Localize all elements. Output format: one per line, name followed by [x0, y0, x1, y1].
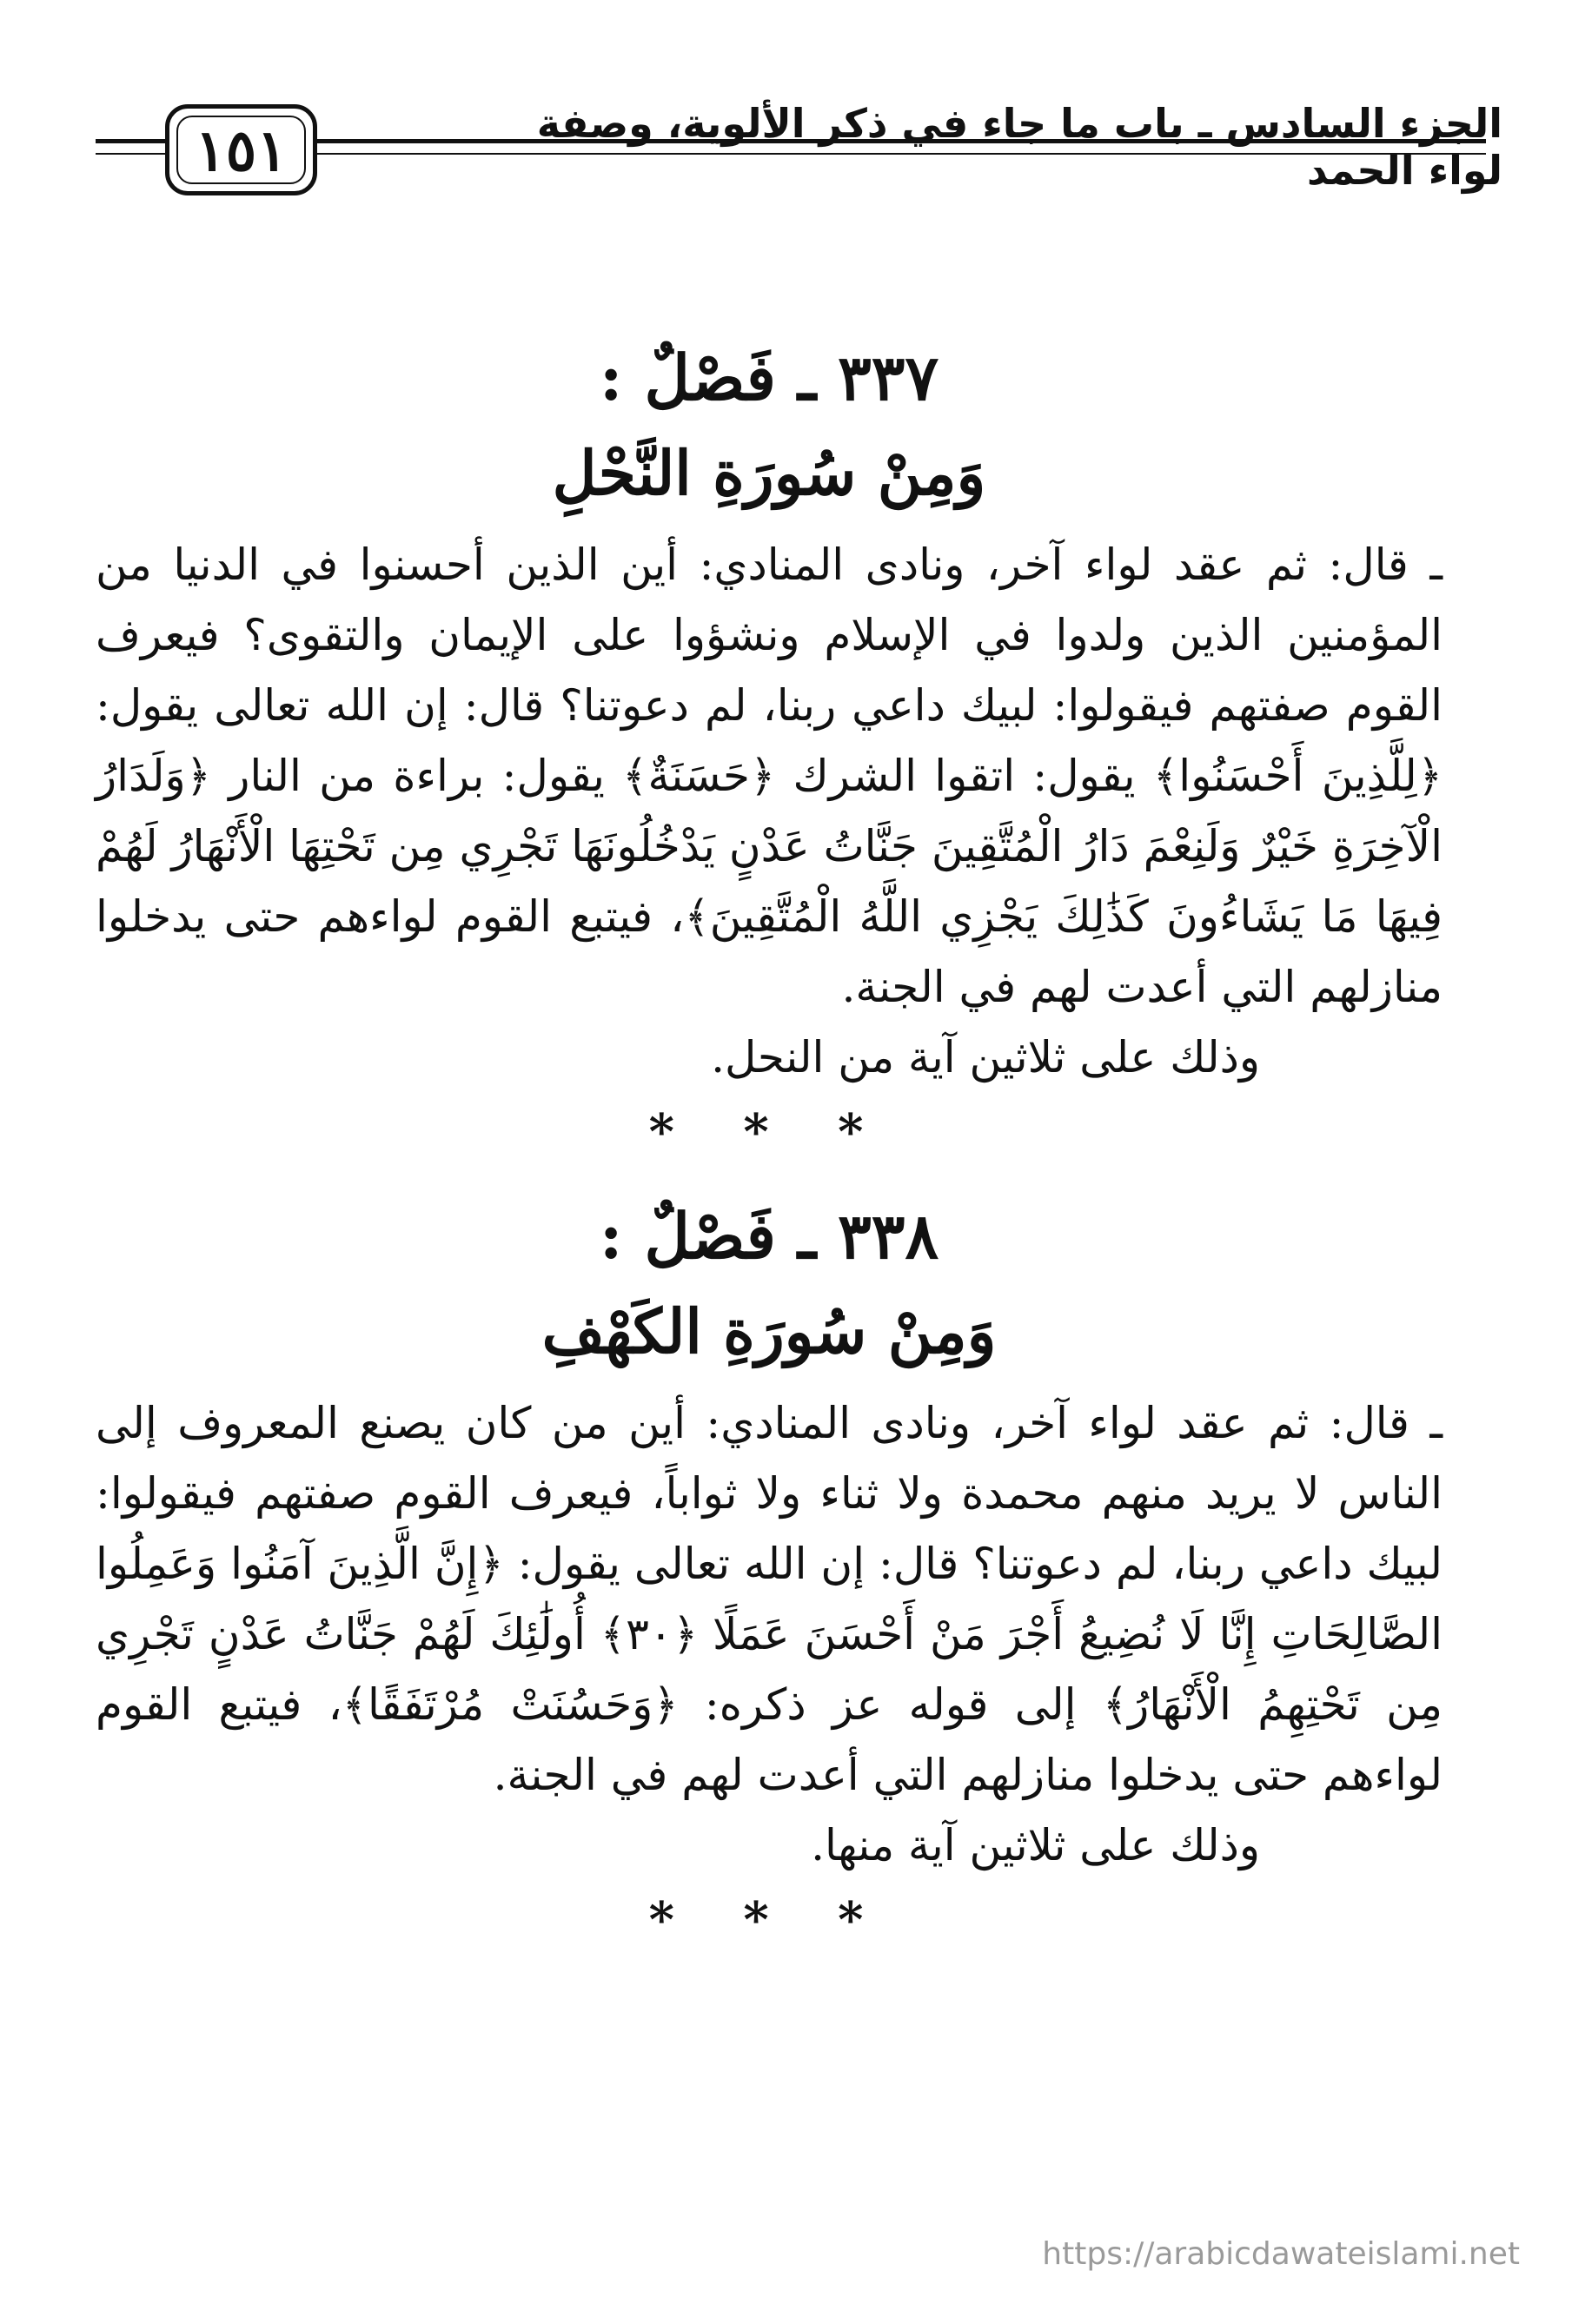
section-title: ٣٣٨ ـ فَصْلٌ : [599, 1199, 939, 1273]
header-rule-left [96, 139, 165, 143]
watermark-url: https://arabicdawateislami.net [1042, 2236, 1520, 2272]
section-separator: * * * [648, 1891, 890, 1949]
running-title: الجزء السادس ـ باب ما جاء في ذكر الألوية، وصفة لواء الحمد [536, 100, 1502, 194]
page-content [96, 330, 1443, 1976]
body-paragraph: وذلك على ثلاثين آية من النحل. [711, 1032, 1260, 1083]
page-header [0, 0, 1572, 209]
section-separator: * * * [648, 1103, 890, 1161]
body-paragraph: ـ قال: ثم عقد لواء آخر، ونادى المنادي: أين من كان يصنع المعروف إلى الناس لا يريد منهم محمدة ولا ثناء ولا ثواباً، فيعرف القوم صفتهم فيقولوا: لبيك داعي ربنا، لم دعوتنا؟ قال: إن الله تعالى يقول: ﴿إِنَّ الَّذِينَ آمَنُوا وَعَمِلُوا الصَّالِحَاتِ إِنَّا لَا نُضِيعُ أَجْرَ مَنْ أَحْسَنَ عَمَلًا ﴿٣٠﴾ أُولَٰئِكَ لَهُمْ جَنَّاتُ عَدْنٍ تَجْرِي مِن تَحْتِهِمُ الْأَنْهَارُ﴾ إلى قوله عز ذكره: ﴿وَحَسُنَتْ مُرْتَفَقًا﴾، فيتبع القوم لواءهم حتى يدخلوا منازلهم التي أعدت لهم في الجنة. [96, 1398, 1443, 1800]
section-337 [96, 330, 1443, 1171]
section-title: ٣٣٧ ـ فَصْلٌ : [599, 341, 939, 414]
page-number-box [165, 104, 317, 195]
body-paragraph: وذلك على ثلاثين آية منها. [811, 1820, 1260, 1870]
section-subtitle: وَمِنْ سُورَةِ النَّحْلِ [552, 437, 986, 509]
header-rule-left-thin [96, 153, 165, 155]
section-subtitle: وَمِنْ سُورَةِ الكَهْفِ [541, 1295, 997, 1367]
section-338 [96, 1188, 1443, 1959]
body-paragraph: ـ قال: ثم عقد لواء آخر، ونادى المنادي: أين الذين أحسنوا في الدنيا من المؤمنين الذين ولدوا في الإسلام ونشؤوا على الإيمان والتقوى؟ فيعرف القوم صفتهم فيقولوا: لبيك داعي ربنا، لم دعوتنا؟ قال: إن الله تعالى يقول: ﴿لِلَّذِينَ أَحْسَنُوا﴾ يقول: اتقوا الشرك ﴿حَسَنَةٌ﴾ يقول: براءة من النار ﴿وَلَدَارُ الْآخِرَةِ خَيْرٌ وَلَنِعْمَ دَارُ الْمُتَّقِينَ جَنَّاتُ عَدْنٍ يَدْخُلُونَهَا تَجْرِي مِن تَحْتِهَا الْأَنْهَارُ لَهُمْ فِيهَا مَا يَشَاءُونَ كَذَٰلِكَ يَجْزِي اللَّهُ الْمُتَّقِينَ﴾، فيتبع القوم لواءهم حتى يدخلوا منازلهم التي أعدت لهم في الجنة. [96, 540, 1443, 1012]
page-number: ١٥١ [195, 116, 288, 184]
